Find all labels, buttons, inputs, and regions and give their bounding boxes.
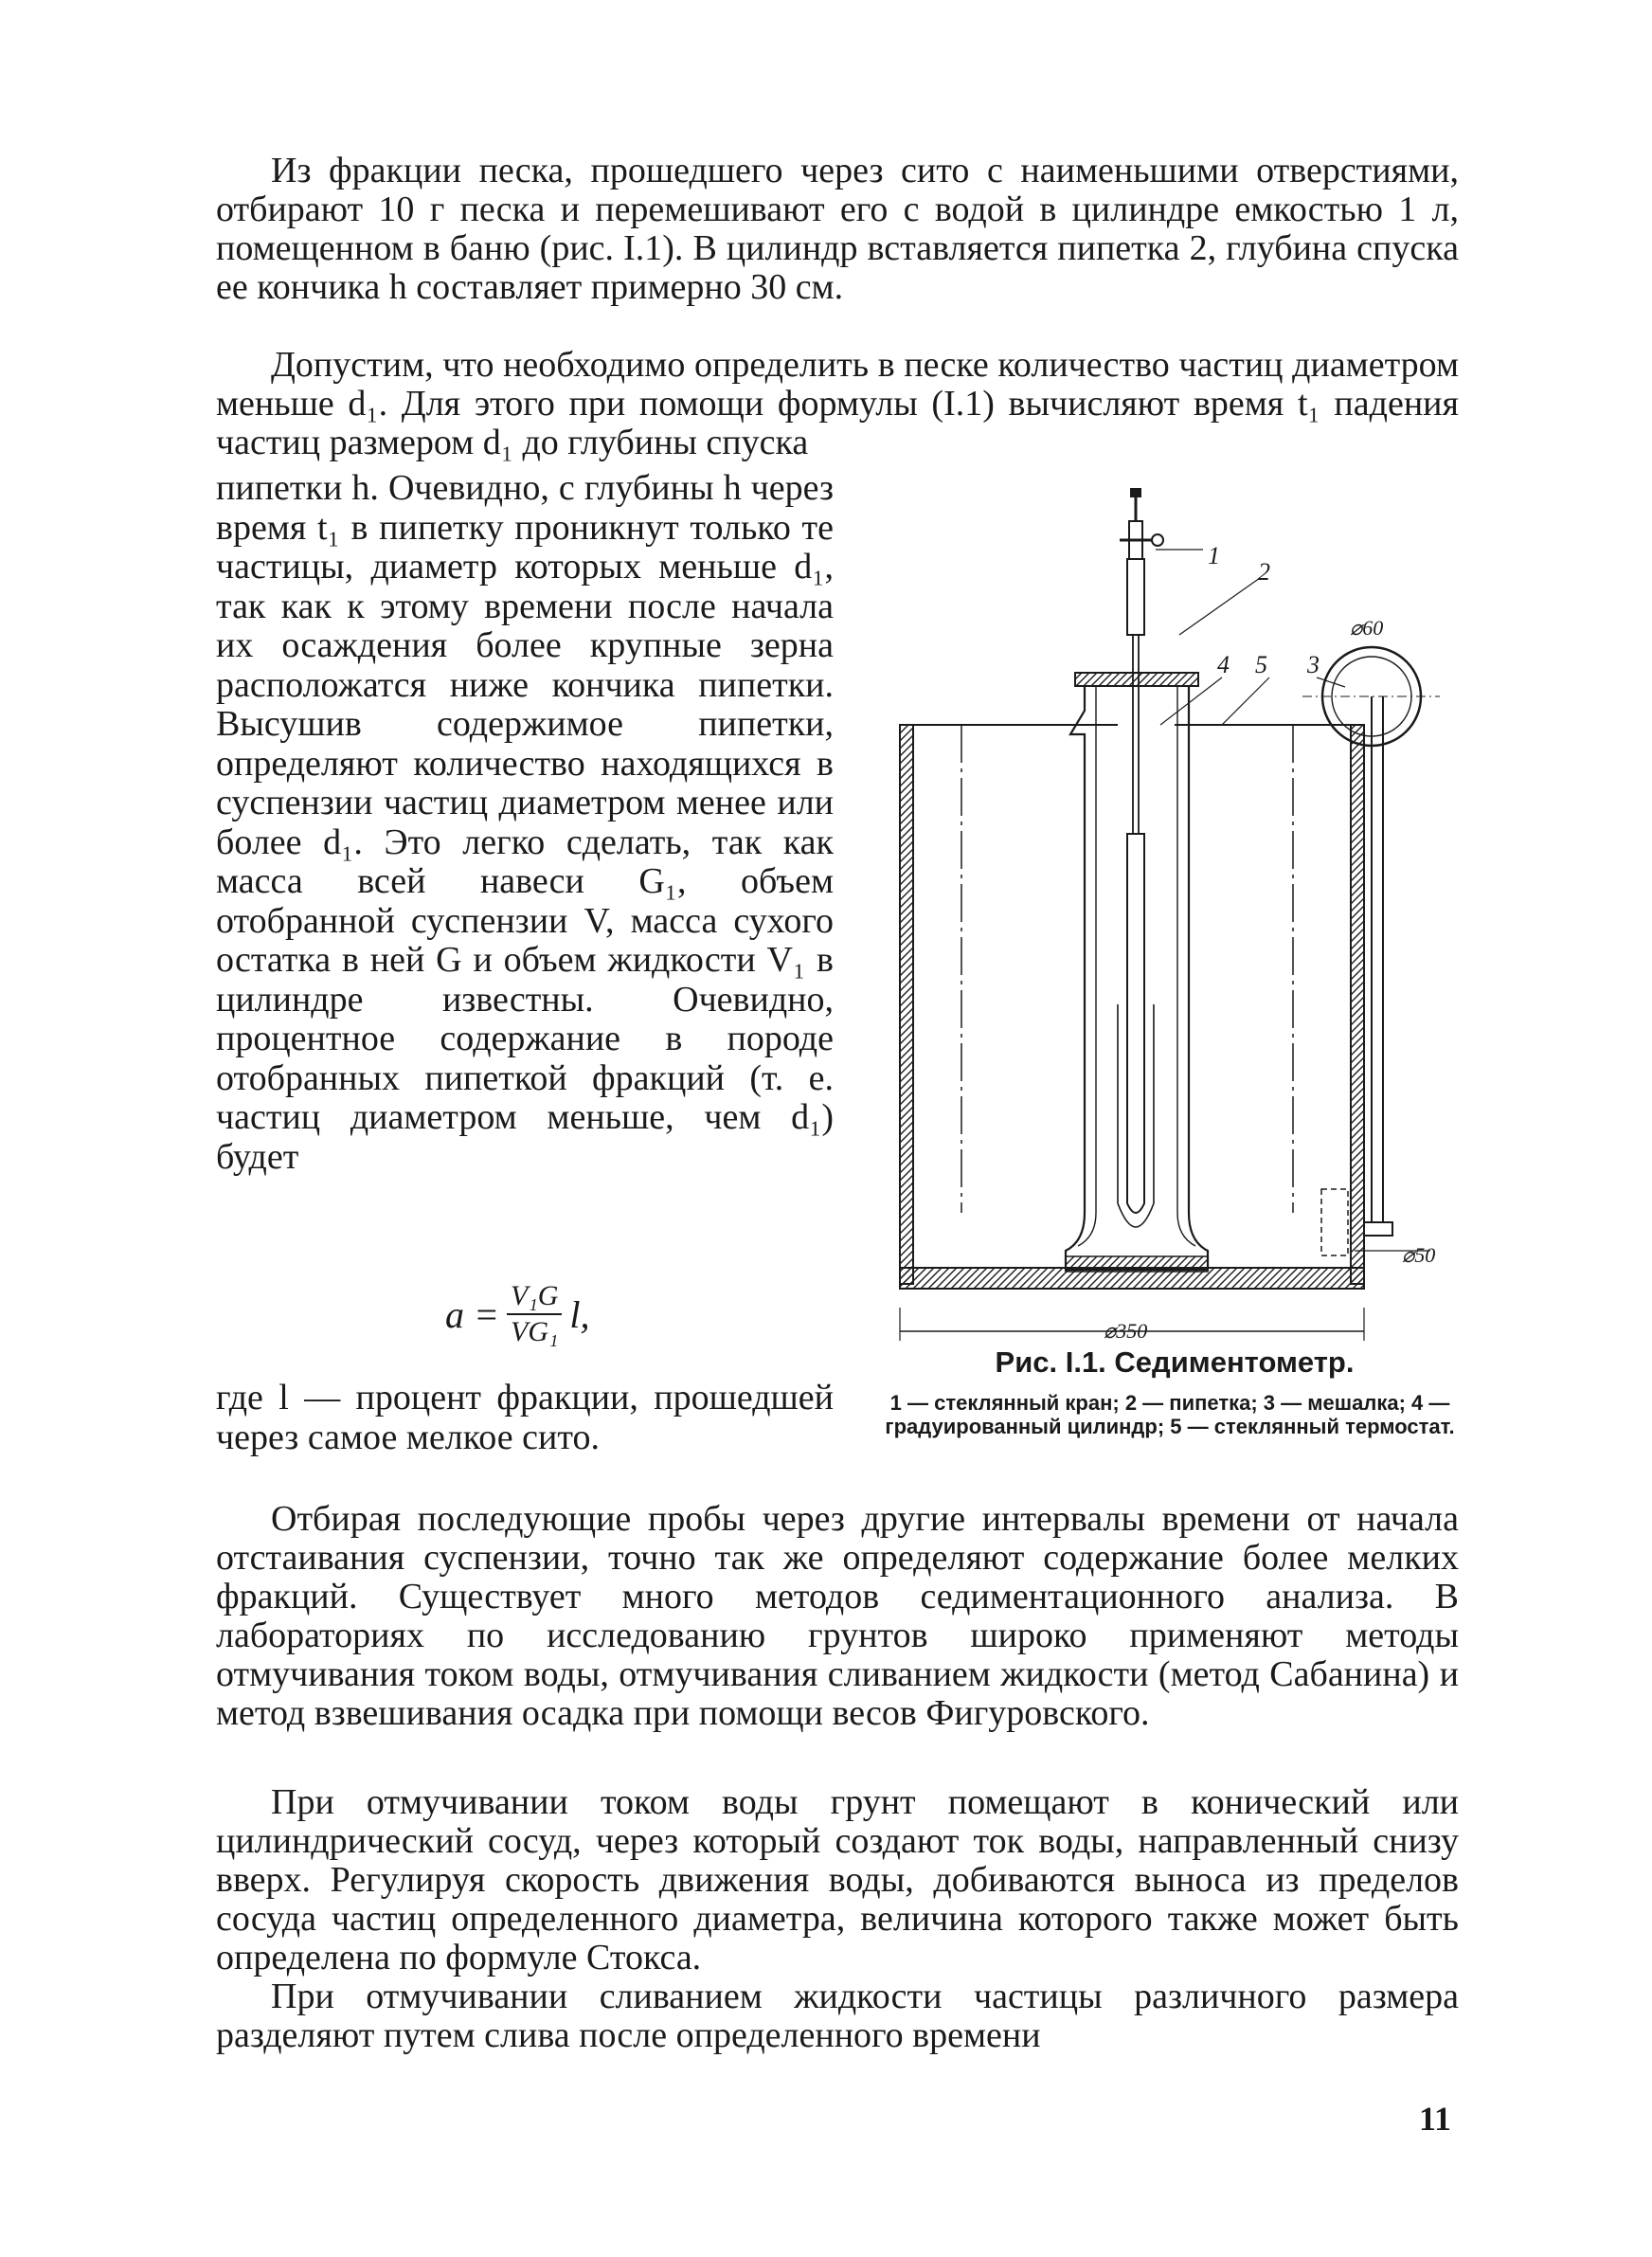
label-d50: ⌀50 xyxy=(1402,1243,1436,1267)
label-d350: ⌀350 xyxy=(1104,1319,1148,1343)
pipette xyxy=(1118,488,1163,1227)
label-2: 2 xyxy=(1258,558,1270,586)
stirrer xyxy=(1302,647,1440,1255)
formula-fraction xyxy=(507,1279,562,1349)
figure-legend: 1 — стеклянный кран; 2 — пипетка; 3 — мешалка; 4 — градуированный цилиндр; 5 — стеклянный термостат. xyxy=(885,1391,1455,1438)
page-number: 11 xyxy=(1419,2100,1452,2138)
label-4: 4 xyxy=(1217,651,1230,678)
formula-lhs: a = xyxy=(445,1292,499,1336)
label-3: 3 xyxy=(1307,651,1320,678)
figure-dimension-lines xyxy=(900,550,1364,1341)
figure-title: Рис. I.1. Седиментометр. xyxy=(995,1345,1355,1379)
label-d60: ⌀60 xyxy=(1350,616,1384,640)
paragraph-2-start: Допустим, что необходимо определить в песке количество частиц диаметром меньше d₁. Для этого при помощи формулы (I.1) вычисляют время t₁ падения частиц размером d₁ до глубины спуска xyxy=(216,345,1459,462)
paragraph-5: При отмучивании током воды грунт помещают в конический или цилиндрический сосуд, через который создают ток воды, направленный снизу вверх. Регулируя скорость движения воды, добиваются выноса из пределов сосуда частиц определенного диаметра, величина которого также может быть определена по формуле Стокса. xyxy=(216,1782,1459,1977)
label-1: 1 xyxy=(1208,542,1220,569)
formula-tail: l, xyxy=(569,1292,590,1336)
formula-denominator: VG₁ xyxy=(511,1316,559,1347)
graduated-cylinder xyxy=(1066,673,1208,1272)
formula xyxy=(445,1279,590,1349)
label-5: 5 xyxy=(1255,651,1267,678)
paragraph-6: При отмучивании сливанием жидкости частицы различного размера разделяют путем слива после определенного времени xyxy=(216,1977,1459,2055)
paragraph-3: где l — процент фракции, прошедшей через самое мелкое сито. xyxy=(216,1378,834,1457)
outer-thermostat-vessel xyxy=(900,725,1364,1289)
paragraph-1: Из фракции песка, прошедшего через сито с наименьшими отверстиями, отбирают 10 г песка и перемешивают его с водой в цилиндре емкостью 1 л, помещенном в баню (рис. I.1). В цилиндр вставляется пипетка 2, глубина спуска ее кончика h составляет примерно 30 см. xyxy=(216,151,1459,307)
paragraph-4: Отбирая последующие пробы через другие интервалы времени от начала отстаивания суспензии, точно так же определяют содержание более мелких фракций. Существует много методов седиментационного анализа. В лабораториях по исследованию грунтов широко применяют методы отмучивания током воды, отмучивания сливанием жидкости (метод Сабанина) и метод взвешивания осадка при помощи весов Фигуровского. xyxy=(216,1499,1459,1733)
formula-numerator: V₁G xyxy=(507,1279,562,1315)
paragraph-2-wrapped: пипетки h. Очевидно, с глубины h через время t₁ в пипетку проникнут только те частицы, диаметр которых меньше d₁, так как к этому времени после начала их осаждения более крупные зерна расположатся ниже кончика пипетки. Высушив содержимое пипетки, определяют количество находящихся в суспензии частиц диаметром менее или более d₁. Это легко сделать, так как масса всей навеси G₁, объем отобранной суспензии V, масса сухого остатка в ней G и объем жидкости V₁ в цилиндре известны. Очевидно, процентное содержание в породе отобранных пипеткой фракций (т. е. частиц диаметром меньше, чем d₁) будет xyxy=(216,468,834,1177)
sedimentometer-figure xyxy=(871,474,1478,1345)
